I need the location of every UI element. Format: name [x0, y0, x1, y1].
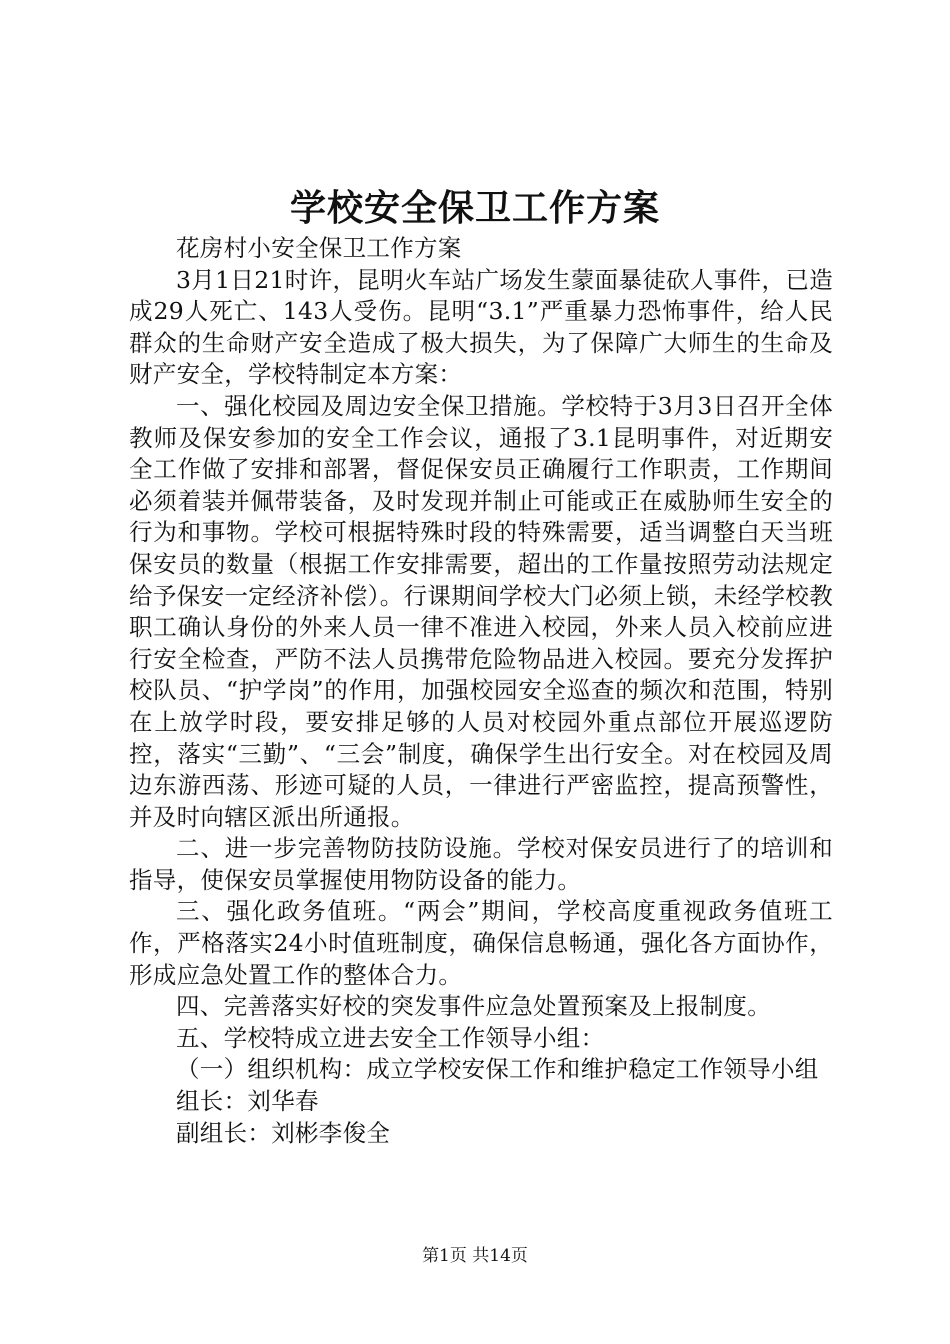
paragraph-section-3: 三、强化政务值班。“两会”期间，学校高度重视政务值班工作，严格落实24小时值班制度，确保信息畅通，强化各方面协作，形成应急处置工作的整体合力。 — [129, 897, 833, 989]
paragraph-subtitle: 花房村小安全保卫工作方案 — [176, 234, 462, 262]
paragraph-deputy-leader: 副组长：刘彬李俊全 — [176, 1118, 391, 1147]
page-footer: 第1页 共14页 — [422, 1246, 528, 1266]
paragraph-section-1: 一、强化校园及周边安全保卫措施。学校特于3月3日召开全体教师及保安参加的安全工作会议，通报了3.1昆明事件，对近期安全工作做了安排和部署，督促保安员正确履行工作职责，工作期间必须着装并佩带装备，及时发现并制止可能或正在威胁师生安全的行为和事物。学校可根据特殊时段的特殊需要，适当调整白天当班保安员的数量（根据工作安排需要，超出的工作量按照劳动法规定给予保安一定经济补偿）。行课期间学校大门必须上锁，未经学校教职工确认身份的外来人员一律不准进入校园，外来人员入校前应进行安全检查，严防不法人员携带危险物品进入校园。要充分发挥护校队员、“护学岗”的作用，加强校园安全巡查的频次和范围，特别在上放学时段，要安排足够的人员对校园外重点部位开展巡逻防控，落实“三勤”、“三会”制度，确保学生出行安全。对在校园及周边东游西荡、形迹可疑的人员，一律进行严密监控，提高预警性，并及时向辖区派出所通报。 — [129, 391, 833, 831]
paragraph-leader: 组长：刘华春 — [176, 1087, 319, 1116]
paragraph-section-2: 二、进一步完善物防技防设施。学校对保安员进行了的培训和指导，使保安员掌握使用物防设备的能力。 — [129, 834, 833, 894]
document-title: 学校安全保卫工作方案 — [289, 187, 660, 229]
paragraph-section-5: 五、学校特成立进去安全工作领导小组： — [176, 1023, 605, 1052]
paragraph-organization: （一）组织机构：成立学校安保工作和维护稳定工作领导小组 — [176, 1055, 819, 1084]
paragraph-section-4: 四、完善落实好校的突发事件应急处置预案及上报制度。 — [176, 992, 771, 1021]
paragraph-intro: 3月1日21时许，昆明火车站广场发生蒙面暴徒砍人事件，已造成29人死亡、143人受伤。昆明“3.1”严重暴力恐怖事件，给人民群众的生命财产安全造成了极大损失，为了保障广大师生的生命及财产安全，学校特制定本方案： — [129, 265, 833, 389]
document-body — [129, 233, 833, 1149]
